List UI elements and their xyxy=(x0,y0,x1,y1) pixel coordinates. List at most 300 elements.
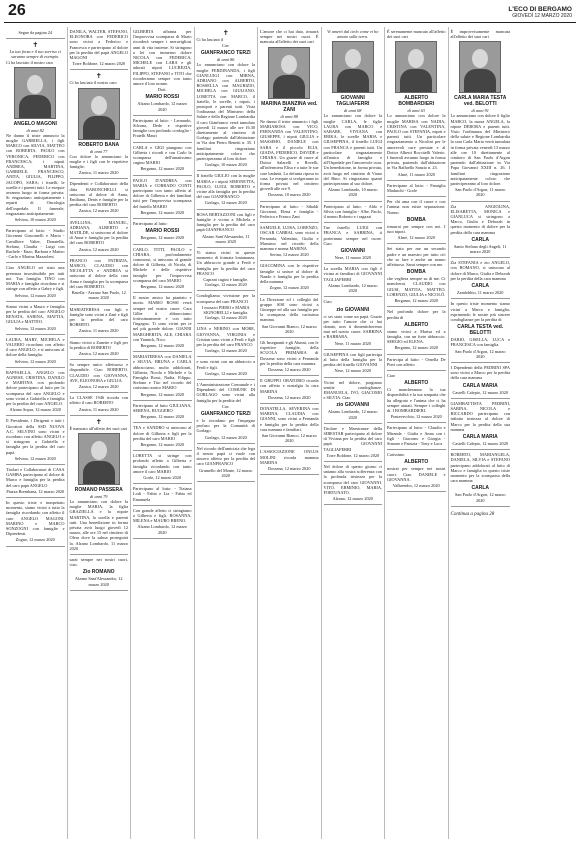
portrait-body xyxy=(19,95,51,119)
notice-body: ci sei stato come un papà. Grazie per tutto l'amore che ci hai donato, non ti dimenticheremo mai nel nostro cuore. SABRINA e BARBARA. xyxy=(323,313,382,340)
portrait-body xyxy=(83,461,115,485)
obituary-notice xyxy=(70,360,129,393)
cross-icon: ✝ xyxy=(95,417,102,426)
obituary-notice xyxy=(387,27,446,181)
portrait-head xyxy=(472,49,488,68)
notice-text: SAMUELE, LUISA, LORENZO, OSCAR CABRAL sono vicini a Fernanda, Valentino, Giulia e Massimo nel ricordo della mamma e nonna MARINA xyxy=(260,225,319,252)
notice-text: ROBERTO, MARIANGELA, DANIELA, SILVIA e STEFANO partecipano addolorati al lutto di Marco e famiglia in questo triste momento per la scomparsa della cara mamma xyxy=(450,452,510,484)
place-date: San Giovanni Bianco, 12 marzo 2020 xyxy=(261,432,317,444)
notice-text: Tue fratello LUIGI con FRANCA e SABRINA, ti porteranno sempre nel cuore. Ciao xyxy=(323,225,382,246)
deceased-name: ROBERTO BANA xyxy=(78,141,120,148)
notice-text: MARIATERESA con DANIELA e SILVIA, BRUNA e CARLA abbracciano, molto addolorati, Gilberta, Nicola e Michele e la Famiglia Rossi, Nadia, Filippo, Stefano e Tito nel ricordo del carissimo amico MARIO xyxy=(133,354,192,391)
notice-text: La Direzione ed i colleghi del gruppo SISI sono vicini a Giuseppe ed alla sua famiglia per la scomparsa della carissima mamma. xyxy=(260,296,319,323)
notice-text: sarai sempre nei nostri cuori, ciao. xyxy=(69,556,128,568)
cross-icon: ✝ xyxy=(222,29,229,37)
notice-body: Lo annunciano con dolore la moglie FERDINANDA, i figli GIANLUIGI con MIRNA, ADRIANO con ALBERTO, ROSSELLA con MAURIZIO, MICHELA con GIULIANO, LORETTA con MARCO, il fratello, le sorelle, i nipoti, i pronipoti e parenti tutti. Vista l'ordinanza del Ministero della Salute e della Regione Lombardia il caro Gianfranco verrà tumulato giovedì 12 marzo alle ore 16.30 direttamente al cimitero di Gorlago partendo dall'abitazione in Via don Pietro Benetti n. 35. I familiari ringraziano anticipatamente coloro che parteciperanno al loro dolore. xyxy=(196,62,255,162)
place-date: Zanica, 12 marzo 2020 xyxy=(78,383,119,389)
obituary-notice xyxy=(324,202,383,224)
notice-text: I Dipendenti della PEDRINI SPA sono vicini a Marco per la perdita della cara mamma xyxy=(450,364,510,381)
place-date: Selvino, 12 marzo 2020 xyxy=(14,455,56,461)
place-date: Dossena, 12 marzo 2020 xyxy=(268,366,311,372)
place-date: Zanica, 11 marzo 2020 xyxy=(79,406,119,412)
obituary-notice xyxy=(197,324,256,357)
obituary-notice xyxy=(451,450,511,507)
notice-text: AVELLINA, MANUEL, ADRIANA, ALBERTO e MATILDE, si uniscono al dolore di Anna e famiglia per la perdita del caro ROBERTO xyxy=(69,219,128,246)
notice-text: La sorella MARIA con figli è vicina ai familiari di GIOVANNI TAGLIAFERRI xyxy=(323,266,382,282)
obituary-notice xyxy=(260,27,319,202)
obituary-notice xyxy=(260,338,319,376)
deceased-name: GIANFRANCO TERZI xyxy=(200,50,251,57)
deceased-age: di anni 63 xyxy=(407,108,425,114)
name-prefix: Cav. xyxy=(221,43,230,49)
obituary-notice xyxy=(197,27,256,171)
obituary-notice xyxy=(6,368,65,417)
portrait-photo xyxy=(459,41,501,93)
notice-text: Dipendenti e Collaboratori della ditta BABONCHELLI si uniscono al dolore di Anna, Emiliano, Denis e famiglie per la perdita del caro ROBERTO xyxy=(69,181,128,208)
notice-text: Ciao xyxy=(323,299,332,305)
portrait-head xyxy=(91,441,107,460)
obituary-notice xyxy=(6,416,65,465)
place-date: Gorlago, 12 marzo 2020 xyxy=(204,434,247,440)
portrait-body xyxy=(273,75,305,99)
place-date: Basella - Azzano San Paolo, 12 marzo 2020 xyxy=(71,290,126,301)
portrait-photo xyxy=(78,433,120,485)
notice-text: Partecipano al lutto: - Tiziana Lodi - Fabio e Lia - Fabio ed Emanuela xyxy=(133,486,192,502)
obituary-notice xyxy=(451,258,511,299)
deceased-name: MARINA BIANZINA ved. ZANI xyxy=(261,100,318,113)
notice-text: Ci ha lasciato il nostro caro xyxy=(6,59,54,65)
place-date: Alzano Lombardo, 10 marzo 2020 xyxy=(327,187,378,198)
deceased-name: zio GIOVANNI xyxy=(336,306,370,313)
notice-text: Condogliamo vivissime per la scomparsa del caro FRANCO xyxy=(196,293,255,304)
place-date: Bergamo, 12 marzo 2020 xyxy=(140,442,185,447)
obituary-column xyxy=(449,27,513,839)
place-date: Zanica, 12 marzo 2020 xyxy=(78,350,119,356)
notice-text: Sei stato per me un secondo padre e un maestro per tutto ciò che so fare e anche un nonno affettuoso. Sarai sempre con me. xyxy=(387,246,446,268)
obituary-notice xyxy=(387,181,446,197)
obituary-notice xyxy=(197,357,256,380)
obituary-notice xyxy=(451,27,511,202)
place-date: Selvino, 10 marzo 2020 xyxy=(14,217,56,223)
deceased-age: di anni 79 xyxy=(90,493,108,499)
page-header xyxy=(4,0,576,23)
place-date: San Giovanni Bianco, 12 marzo 2020 xyxy=(261,323,317,334)
notice-text: Vi siamo vicini in questo momento di formata lontananza. Un abbraccio grande a Ferdi e famiglia per la perdita del caro FRANCO xyxy=(196,249,255,276)
obituary-notice xyxy=(197,210,256,248)
obituary-notice xyxy=(6,263,65,301)
obituary-notice xyxy=(260,404,319,447)
place-date: Alzano Lombardo, 12 marzo 2020 xyxy=(137,524,188,535)
place-date: Gorlago, 10 marzo 2020 xyxy=(204,162,247,168)
name-prefix: Segue da pagina 24 xyxy=(18,30,53,35)
deceased-name: ALBERTO xyxy=(404,459,429,466)
obituary-notice xyxy=(70,393,129,416)
notice-body: Lo annunciano con dolore la moglie MARISA con NADIA, CRISTINA con VALENTINA, PAOLO con STEFANIA, nipoti e parenti tutti. Un particolare ringraziamento a Nicolini per le amorevoli cure prestate e al Dottor Alberti Roccitelli Valerio. I funerali avranno luogo in forma privata, partendo dall'abitazione in Via Raffaello Sanzio n. 23. xyxy=(387,113,446,171)
place-date: Castelli Calepio, 12 marzo 2020 xyxy=(452,440,508,446)
page-number: 26 xyxy=(8,2,26,19)
place-date: San Paolo d'Argon, 12 marzo 2020 xyxy=(455,348,506,359)
obituary-notice xyxy=(70,256,129,305)
obituary-notice xyxy=(324,27,383,202)
obituary-notice xyxy=(451,299,511,363)
notice-text: Ci ha lasciato il nostro caro xyxy=(69,80,117,86)
notice-text: RAFFAELLA, ANGELO con AGNESE, CRISTINA, DANILO e MARTINA con profondo dolore partecipano al lutto per la scomparsa del caro ANGELO e sono vicini a Gabriella e famiglia per la perdita del caro ANGELO. xyxy=(6,369,65,406)
place-date: Almè, 11 marzo 2020 xyxy=(397,171,435,177)
obituary-notice xyxy=(133,451,192,484)
place-date: Alzano Sopra, 12 marzo 2020 xyxy=(9,407,61,413)
notice-body: che vegliera sempre su di me. Ci mancherai. CLAUDIO con GIUSI, MATTIA, MATTEO, LORENZO, GIULIA e NICOLÒ. xyxy=(387,276,446,297)
obituary-notice xyxy=(387,355,446,371)
notice-text: CARLA e GIGI piangono con Gilberta i ricordi e con Carlo la scomparsa dell'amatissimo cugino MARIO xyxy=(133,144,192,166)
place-date: Bergamo, 12 marzo 2020 xyxy=(140,283,185,289)
place-date: San Paolo d'Argon, 11 marzo 2020 xyxy=(455,187,506,198)
obituary-notice xyxy=(260,202,319,224)
obituary-notice xyxy=(260,295,319,338)
obituary-notice xyxy=(324,462,383,505)
obituary-notice xyxy=(133,245,192,294)
place-date: Gorlago, 12 marzo 2020 xyxy=(204,200,247,206)
notice-text: Ci ha lasciato il xyxy=(196,37,224,42)
obituary-notice xyxy=(6,302,65,335)
obituary-notice xyxy=(387,450,446,492)
notice-text: È mancato all'affetto dei suoi cari xyxy=(69,425,128,431)
place-date: Bergamo, 12 marzo 2020 xyxy=(140,209,185,215)
notice-text: Partecipano al lutto: xyxy=(133,221,168,227)
notice-text: Nel ricordo dell'amicizia che lega il nostro papà ci vuole con sincero affetto per la perdita del caro GIANFRANCO xyxy=(196,445,255,467)
notice-text: TEA e SANDRO si uniscono al dolore di Gilberta e figli per la perdita del caro MARIO xyxy=(133,425,192,441)
notice-text: La CLASSE 1946 ricorda con affetto il caro ROBERTO xyxy=(69,395,128,406)
deceased-name: CARLA xyxy=(471,485,489,492)
notice-text: e sono vicini con un abbraccio a Ferdi e figli. xyxy=(196,359,255,370)
deceased-age: di anni 88 xyxy=(280,113,298,119)
name-prefix: Cav. xyxy=(221,403,230,409)
deceased-name: GIOVANNI xyxy=(340,248,365,255)
obituary-notice xyxy=(6,39,65,226)
place-date: Zandobbio, 11 marzo 2020 xyxy=(457,290,504,296)
place-date: Bergamo, 12 marzo 2020 xyxy=(140,414,185,420)
notice-text: Partecipano al lutto: - Studio Giovanni Giacomelli e Maria - Cavalliere Valter, Donatella, Stefano, Claudia - Luigi con Rachele - Enzo, Barbara e Matteo - Carlo e Marina Mazzoleni xyxy=(6,228,65,260)
notice-text: GIUSEPPINA con figli partecipa al lutto della famiglia per la perdita del fratello GIOVANNI xyxy=(323,351,382,368)
notice-text: GIACOMINA con le rispettive famiglie si unisce al dolore di Nando e famiglia per la perdita della mamma xyxy=(260,263,319,285)
notice-body: Ci mancheranno la tua disponibilità e la tua simpatia che ha allegrato e l'anima che ci ha sempre aiutati. Sempre i colleghi di. I BOMBARDIERI. xyxy=(387,387,446,413)
notice-text: Partecipano al lutto: - Famiglia Madaschi - Gorle xyxy=(387,182,446,194)
notice-text: L'ASSOCIAZIONE ONLUS MOLINI ricorda mamma MARINA xyxy=(260,449,319,465)
obituary-notice xyxy=(324,378,383,424)
obituary-notice xyxy=(70,218,129,256)
obituary-notice xyxy=(6,498,65,547)
place-date: Alzano Sant'Alessandro, 12 marzo 2020 xyxy=(74,576,123,587)
obituary-notice xyxy=(260,223,319,261)
memorial-quote: Vi amerò dal cielo come vi ho amato sulla terra. xyxy=(327,29,379,40)
obituary-notice xyxy=(197,380,256,444)
notice-text: Nel dolore di questo giorno ci uniamo alla vostra sofferenza con la profonda tristezza per la scomparsa del caro GIOVANNI. VITO, ERMINIO, MARIA, FORTUNATO. xyxy=(323,463,382,495)
obituary-notice xyxy=(260,261,319,294)
obituary-notice xyxy=(451,202,511,259)
place-date: Gorle, 12 marzo 2020 xyxy=(143,475,182,481)
obituary-notice xyxy=(70,179,129,217)
portrait-body xyxy=(464,69,496,93)
obituary-notice xyxy=(70,70,129,179)
obituary-notice xyxy=(6,465,65,498)
place-date: Nese, 11 marzo 2020 xyxy=(334,340,371,346)
place-date: Alzano Sant'Alessandro, 11 marzo 2020 xyxy=(201,233,250,244)
place-date: Bergamo, 12 marzo 2020 xyxy=(140,166,185,172)
cross-icon: ✝ xyxy=(32,41,39,50)
obituary-notice xyxy=(197,171,256,209)
notice-text: Titolari e Collaboratori di CASA GAMBA partecipano al dolore di Marco e famiglia per la perdita del caro papà ANGELO xyxy=(6,466,65,488)
notice-text: Per chi ama con il cuore e con l'anima non esiste separazione. Nonno xyxy=(387,199,446,215)
place-date: Piazza Brembana, 12 marzo 2020 xyxy=(6,488,65,494)
deceased-name: ANGELO MAGONI xyxy=(13,120,57,127)
deceased-name: MARIO ROSSI xyxy=(145,228,180,235)
notice-text: Carissimo xyxy=(387,452,405,458)
deceased-name: BOMBA xyxy=(406,216,426,223)
notice-body: siamo vicini a Marisa ed a famiglia, con un forte abbraccio. SERGIO ed ELENA. xyxy=(387,328,446,345)
obituary-notice xyxy=(133,176,192,219)
portrait-body xyxy=(400,69,432,93)
place-date: Grumello del Monte, 12 marzo 2020 xyxy=(199,467,253,478)
portrait-photo xyxy=(332,41,374,93)
obituary-notice xyxy=(387,307,446,354)
deceased-name: ALBERTO xyxy=(404,380,429,387)
place-date: Alzano, 12 marzo 2020 xyxy=(332,496,373,502)
place-date: Bergamo, 12 marzo 2020 xyxy=(140,391,185,397)
obituary-columns xyxy=(4,27,576,839)
notice-text: Con grande affetto ci stringiamo a Gilberta e figli. ROSANNA, MILENA e MAURO BRENO. xyxy=(133,507,192,524)
notice-text: DONATELLA, SEVERINA con MARINA, CLAUDIA con GIANNI, sono vicini a Fernanda e famiglia per la perdita della cara mamma e familiari. xyxy=(260,405,319,432)
place-date: Santo Stefano degli Angeli, 11 marzo 2020 xyxy=(454,243,507,255)
obituary-notice xyxy=(451,507,511,520)
notice-text: Zia STEFANIA e zio ANGELO, con ROMANO, si uniscono al dolore di Marco, Giulia e Deborah per la perdita della cara mamma xyxy=(450,260,510,281)
obituary-notice xyxy=(451,363,511,399)
notice-text: In questo triste momento siamo vicini a Marco e famiglia, esprimendo le nostre più sincere condoglianze per la perdita di xyxy=(450,301,510,322)
notice-text: Partecipano al lutto: - Claudio e Miranda - Giulia e Anna con i figli - Giacomo e Giorgia - Simone e Patrizia - Tony e Luca xyxy=(387,425,446,446)
notice-text: Sa sempre unico affettuoso e disponibile. Ciao ROBERTO. CLAUDIO con GIOVANNA, AVE, ELEONORA e GIULIA. xyxy=(69,362,128,383)
notice-text: LAURA, MARY, MICHELA e VALERIO ricordano con affetto il caro ANGELO, e si uniscono al dolore della famiglia. xyxy=(6,336,65,358)
notice-text: CARLO, TITTI, PAOLO e CHIARA, profondamente commossi, si uniscono al grande dolore di Gilberta, di Nicola, di Michele e delle rispettive famiglie per l'improvvisa scomparsa del caro MARIO xyxy=(133,246,192,283)
place-date: Caprani cugini e famiglie. Gorlago, 12 marzo 2020 xyxy=(203,276,249,288)
obituary-notice xyxy=(70,27,129,70)
notice-text: È serenamente mancato all'affetto dei suoi cari xyxy=(387,29,446,40)
obituary-column xyxy=(4,27,68,839)
obituary-notice xyxy=(260,447,319,475)
notice-text: È improvvisamente mancata all'affetto dei suoi cari xyxy=(450,29,510,40)
notice-text: Ciao ANGELO sei stato una presenza insostituibile per tutti noi. Tua famiglia TINO con MARIA e famiglia ricordano e si stringe con affetto a Gabry e figli. xyxy=(6,265,65,292)
deceased-name: GIOVANNI TAGLIAFERRI xyxy=(336,95,370,108)
obituary-notice xyxy=(260,376,319,404)
place-date: Nese, 11 marzo 2020 xyxy=(334,255,371,261)
deceased-age: di anni 91 xyxy=(471,108,489,114)
deceased-name: CARLA MARIA TESTA ved. BELOTTI xyxy=(454,95,507,108)
obituary-notice xyxy=(6,226,65,263)
notice-text: Il fratello GIULIO con la moglie MARIA e i nipoti SIMONETTA, PAOLO, LUIGI, ROBERTO e vicine alla famiglia per la perdita del caro GIANFRANCO xyxy=(196,173,255,200)
place-date: Castelli Calepio, 12 marzo 2020 xyxy=(452,389,508,395)
obituary-column xyxy=(385,27,449,839)
notice-body: DARIO, GISELLA, LUCA e FRANCESCA con famiglia. xyxy=(450,337,510,348)
place-date: Nese, 12 marzo 2020 xyxy=(334,368,371,374)
memorial-quote: La tua forza e il tuo sorriso ci saranno sempre di esempio. xyxy=(9,49,61,60)
obituary-notice xyxy=(387,423,446,450)
obituary-notice xyxy=(324,424,383,462)
notice-text: Partecipano al lutto: - Leonardo, Silvana, Dede e rispettive famiglie con profondo cordoglio - Fratelli Mauri xyxy=(133,117,192,139)
obituary-column xyxy=(258,27,322,839)
deceased-age: di anni 86 xyxy=(217,57,235,63)
notice-text: Siamo vicini a Mauro e famiglia per la perdita del caro ANGELO RENATA, SABINA, MATTIA, GIULIA e MATTEO. xyxy=(6,303,65,325)
obituary-notice xyxy=(197,248,256,291)
obituary-notice xyxy=(133,293,192,352)
place-date: Torre Boldone, 12 marzo 2020 xyxy=(72,61,126,67)
deceased-name: CARLA xyxy=(471,283,489,290)
deceased-age: di anni 82 xyxy=(26,127,44,133)
notice-text: Il GRUPPO ORATORIO ricorda con affetto e nostalgia la cara MARINA xyxy=(260,378,319,394)
deceased-name: CARLA TESTA ved. BELOTTI xyxy=(457,324,504,337)
portrait-body xyxy=(337,69,369,93)
notice-body: Ne danno il triste annuncio i figli MARIAROSA con VICO, FERNANDA con VALENTINO, GIUSEPPE, i nipoti GIULIA e MASSIMO, DANIELE con SARA e il piccolo ELIA, GIADA, FEDERICO, DAVIDE e CHIARA. Un grazie di cuore al Dottor Salarelli e Rovelli, all'infermiera Elisa e a tutte le sue care badanti. La defunta riposa in casa. Le esequie si svolgeranno in forma privata nel cimitero giovedì alle ore 9. xyxy=(260,118,319,192)
place-date: Dossena, 12 marzo 2020 xyxy=(268,465,311,471)
portrait-photo xyxy=(268,47,310,99)
notice-text: Partecipano al lutto: - Sibaldi Giovanni, Elena e famiglia - Federica e Franco Zani xyxy=(260,203,319,220)
place-date: Dossena, 12 marzo 2020 xyxy=(268,394,311,400)
obituary-column xyxy=(322,27,386,839)
cross-icon: ✝ xyxy=(95,72,102,81)
place-date: Serina, 12 marzo 2020 xyxy=(269,252,309,258)
portrait-photo xyxy=(78,88,120,140)
obituary-notice xyxy=(70,416,129,555)
deceased-name: GIANFRANCO TERZI xyxy=(200,410,251,417)
notice-text: GILBERTA affranta per l'improvvisa scomparsa di Mario ricorderà sempre i meravigliosi anni di vita insieme. Si stringono a lei con immenso dolore NICOLA con FEDERICA, MICHELE con LARA e gli adorati nipoti LUCREZIA, FILIPPO, STEFANO e TITO che ricorderanno sempre con tanto amore il loro nonno. xyxy=(133,29,192,87)
portrait-photo xyxy=(14,67,56,119)
place-date: Zogno, 12 marzo 2020 xyxy=(15,537,55,543)
obituary-notice xyxy=(133,219,192,244)
deceased-name: ALBERTO BOMBARDIERI xyxy=(398,95,435,108)
deceased-name: zio GIOVANNI xyxy=(336,402,370,409)
notice-text: GIAMBATTISTA PEDRINI, SABINA, NICOLA e RICCARDO partecipano con infinita tristezza al dolore di Marco per la perdita della sua mamma xyxy=(450,400,510,432)
portrait-head xyxy=(345,49,361,68)
notice-text: Siamo vicini a Zanette e figli per la perdita di ROBERTO xyxy=(69,339,128,350)
portrait-head xyxy=(91,96,107,115)
notice-text: MARIATERESA con figli e famiglie sono vicini a Zanì e figli per la perdita del caro ROBERTO. xyxy=(69,306,128,328)
obituary-column xyxy=(131,27,195,839)
place-date: Valbrembo, 12 marzo 2020 xyxy=(392,482,440,488)
deceased-age: di anni 77 xyxy=(90,148,108,154)
place-date: Selvino, 12 marzo 2020 xyxy=(14,292,56,298)
obituary-notice xyxy=(324,297,383,349)
notice-text: Nel profondo dolore per la perdita di xyxy=(387,309,446,320)
obituary-notice xyxy=(451,399,511,450)
place-date: Alzano Lombardo, 12 marzo 2020 xyxy=(137,101,188,112)
deceased-name: CARLA xyxy=(471,236,489,243)
deceased-name: BOMBA xyxy=(406,269,426,276)
notice-body: Ne danno il triste annuncio la moglie GABRIELLA, i figli MARCO con SILVIA, MATTEO con ROBERTA, PAOLO con VERONICA, FEDERICO con FRANCESCA; i nipoti ANDREA, MARTINA, GABRIELE, FRANCESCO, ANITA, GIULIA, FILIPPO, JACOPO, SARA; i fratelli, le sorelle e i parenti tutti. Le esequie avranno luogo in forma privata. Si ringraziano anticipatamente i reparti di Oncologia dell'ospedale. Il funerale, ringraziano anticipatamente. xyxy=(6,132,65,216)
place-date: Zanica, 12 marzo 2020 xyxy=(78,208,119,214)
obituary-notice xyxy=(197,444,256,482)
notice-text: DANILA, WALTER, STEFANO, ELEONORA con FEDERICO sono vicini a Federico e Francesca e partecipano al dolore per la perdita del papà ANGELO MAGONI xyxy=(69,29,128,61)
portrait-head xyxy=(281,55,297,74)
obituary-notice xyxy=(387,244,446,307)
obituary-notice xyxy=(133,352,192,401)
notice-body: Lo annunciano con dolore il figlio MARCO, la nuora ANGELA, la nipote DEBORA e parenti tutti. Visto l'ordinanza del Ministero della salute e Regione Lombardia la cara Carla Maria verrà tumulata in forma privata venerdì 13 marzo alle ore 10 direttamente al cimitero di San Paolo d'Argon partendo dall'abitazione in Via Papa Giovanni XXIII n. 26. I familiari ringraziano anticipatamente coloro che parteciperanno al loro dolore. xyxy=(450,113,510,187)
portrait-head xyxy=(408,49,424,68)
notice-text: L'amore che ci hai dato, rimarrà sempre nei nostri cuori. È mancata all'affetto dei suoi cari xyxy=(260,29,319,45)
obituary-notice xyxy=(70,555,129,591)
notice-body: e lo ricordano per l'impegno profuso per la Comunità di Gorlago. xyxy=(196,417,255,434)
obituary-notice xyxy=(324,264,383,297)
place-date: Gorlago, 12 marzo 2020 xyxy=(204,370,247,376)
deceased-age: di anni 68 xyxy=(344,108,362,114)
notice-text: Vicini nel dolore, porgiamo sentite condoglianze. EMANUELA, IVO, GIACOMO e SILVIA. Ciao xyxy=(323,379,382,401)
notice-body: nostrai per sempre nei nostri cuori. Ciao. DANIELE e GIOVANNA. xyxy=(387,466,446,482)
obituary-notice xyxy=(387,371,446,423)
place-date: Zanica, 12 marzo 2020 xyxy=(78,246,119,252)
deceased-name: CARLA MARIA xyxy=(462,433,498,440)
issue-date: GIOVEDÌ 12 MARZO 2020 xyxy=(512,13,572,19)
notice-text: ROSA BERTAZZONI con figli e famiglie è vicina a Michela e famiglia per la perdita del caro papà GIANFRANCO xyxy=(196,211,255,233)
name-prefix: Dott. xyxy=(157,87,167,93)
place-date: Gorlago, 12 marzo 2020 xyxy=(204,348,247,354)
notice-text: Il nostro amico ha piantato e morto. MARIO ROSSI verrà sempre nel nostro cuore. Cara Gilbe ti abbracciamo fortissimamente e con tutto l'ingegno. Ti sono vicini per te nel più grande dolore. GIANNI MARGHERITA, ALE, CHIARA con Yannick, Nico. xyxy=(133,295,192,342)
masthead xyxy=(508,6,572,20)
place-date: Zanica, 11 marzo 2020 xyxy=(79,328,119,334)
obituary-notice xyxy=(6,335,65,368)
obituary-notice xyxy=(133,506,192,539)
obituary-notice xyxy=(387,197,446,244)
obituary-notice xyxy=(70,338,129,361)
deceased-name: Zio ROMANO xyxy=(82,569,115,576)
obituary-notice xyxy=(133,401,192,424)
place-date: Bergamo, 12 marzo 2020 xyxy=(140,342,185,348)
place-date: I mosaici PIERO e MARIA SIGNORELLI e famiglia. Gorlago, 12 marzo 2020 xyxy=(201,304,250,321)
notice-body: Con dolore lo annunciano la moglie e i figli con le rispettive famiglie. xyxy=(69,153,128,170)
obituary-notice xyxy=(133,484,192,506)
place-date: Pontevecchio, 12 marzo 2020 xyxy=(390,414,442,420)
notice-text: Partecipa al lutto: - Ornella De Pieri con affetto xyxy=(387,356,446,367)
notice-text: LORETTA si stringe con profondo affetto a Gilberta e famiglia ricordando con tanto amore il caro MARIO xyxy=(133,453,192,474)
deceased-name: ROMANO PASSERA xyxy=(74,486,123,493)
obituary-notice xyxy=(6,27,65,39)
portrait-body xyxy=(83,116,115,140)
place-date: Dossena, 10 marzo 2020 xyxy=(268,192,311,198)
obituary-column xyxy=(195,27,259,839)
continuation-note: Continua a pagina 28 xyxy=(450,511,495,517)
notice-body: Lo annunciano con dolore la moglie CARLA, le figlie LAURA con MARCO e SABARE, VIVIANA con ERIKA, le sorelle MARIA e GIUSEPPINA, il fratello LUIGI con FRANCA e parenti tutti. Un particolare ringraziamento all'amica di famiglia e all'Ospedale per l'amorevole cura. Un benedizione, in forma privata, avrà luogo nel cimitero di Viano del Bino. Si ringraziano quanti parteciperanno al suo dolore. xyxy=(323,113,382,187)
notice-body: Lo annunciano con dolore la moglie MARIA, la figlia GRAZIELLA e la nipote MARTINA, la sorella e parenti tutti. Una benedizione in forma privata avrà luogo giovedì 12 marzo, alle ore 15 nel cimitero di Olera dove la salma proseguirà la. Alzano Lombardo, 11 marzo 2020 xyxy=(69,498,128,551)
notice-text: Gli Insegnanti e gli Alunni, con le rispettive famiglie, della SCUOLA PRIMARIA di Dossena sono vicini a Fernanda per la perdita della cara mamma. xyxy=(260,339,319,366)
place-date: Bergamo, 12 marzo 2020 xyxy=(140,235,185,241)
portrait-photo xyxy=(395,41,437,93)
obituary-notice xyxy=(133,143,192,176)
deceased-name: CARLA MARIA xyxy=(462,382,498,389)
notice-text: Ciao xyxy=(387,372,396,378)
place-date: Bergamo, 12 marzo 2020 xyxy=(394,345,439,351)
notice-text: In questo triste e inaspettato momento, siamo vicini a tutta la famiglia ricordando con affetto il caro ANGELO MAGONI. MARINO e MARCO SONZOGNI con famiglie e Dipendenti. xyxy=(6,500,65,537)
place-date: Alzano Lombardo, 12 marzo 2020 xyxy=(327,409,378,420)
notice-text: L'Amministrazione Comunale e i Dipendenti del COMUNE DI GORLAGO sono vicini alla famiglia per la perdita del xyxy=(196,381,255,403)
obituary-notice xyxy=(324,223,383,264)
obituary-notice xyxy=(324,350,383,378)
notice-text: Partecipano al lutto: - Aldo e Silvia con famiglia - Albe, Paolo, il nonno Roberto e i ragazzi xyxy=(323,203,382,220)
place-date: San Paolo d'Argon, 12 marzo 2020 xyxy=(455,492,506,503)
place-date: Zanica, 11 marzo 2020 xyxy=(79,170,119,176)
notice-text: Il Presidente, i Dirigenti e tutti i Giocatori della SSD NUOVA A.C. SELVINO sono vicini e ricordano con affetto ANGELO e si stringono a Gabriella e famiglia per la perdita del caro papà. xyxy=(6,418,65,455)
notice-text: Partecipano al lutto GIULIANA, SERENA, RUGGERO xyxy=(133,402,192,413)
notice-text: FRANCO con PATRIZIA, MARCO, CLAUDIO con NICOLETTA e ANDREA si uniscono al dolore della cara Anna e famiglia per la scomparsa del caro ROBERTO. xyxy=(69,257,128,289)
place-date: Almè, 12 marzo 2020 xyxy=(397,235,435,241)
obituary-notice xyxy=(197,291,256,324)
deceased-name: ALBERTO xyxy=(404,321,429,328)
notice-text: Zia ANGIOLINA, ELISABETTA, MONICA e GIANLUCA si stringono a Marco, Giulia e Deborah in questo momento di dolore per la perdita della cara mamma xyxy=(450,203,510,235)
place-date: Zogno, 12 marzo 2020 xyxy=(269,285,309,291)
publication-name: L'ECO DI BERGAMO xyxy=(508,6,572,13)
